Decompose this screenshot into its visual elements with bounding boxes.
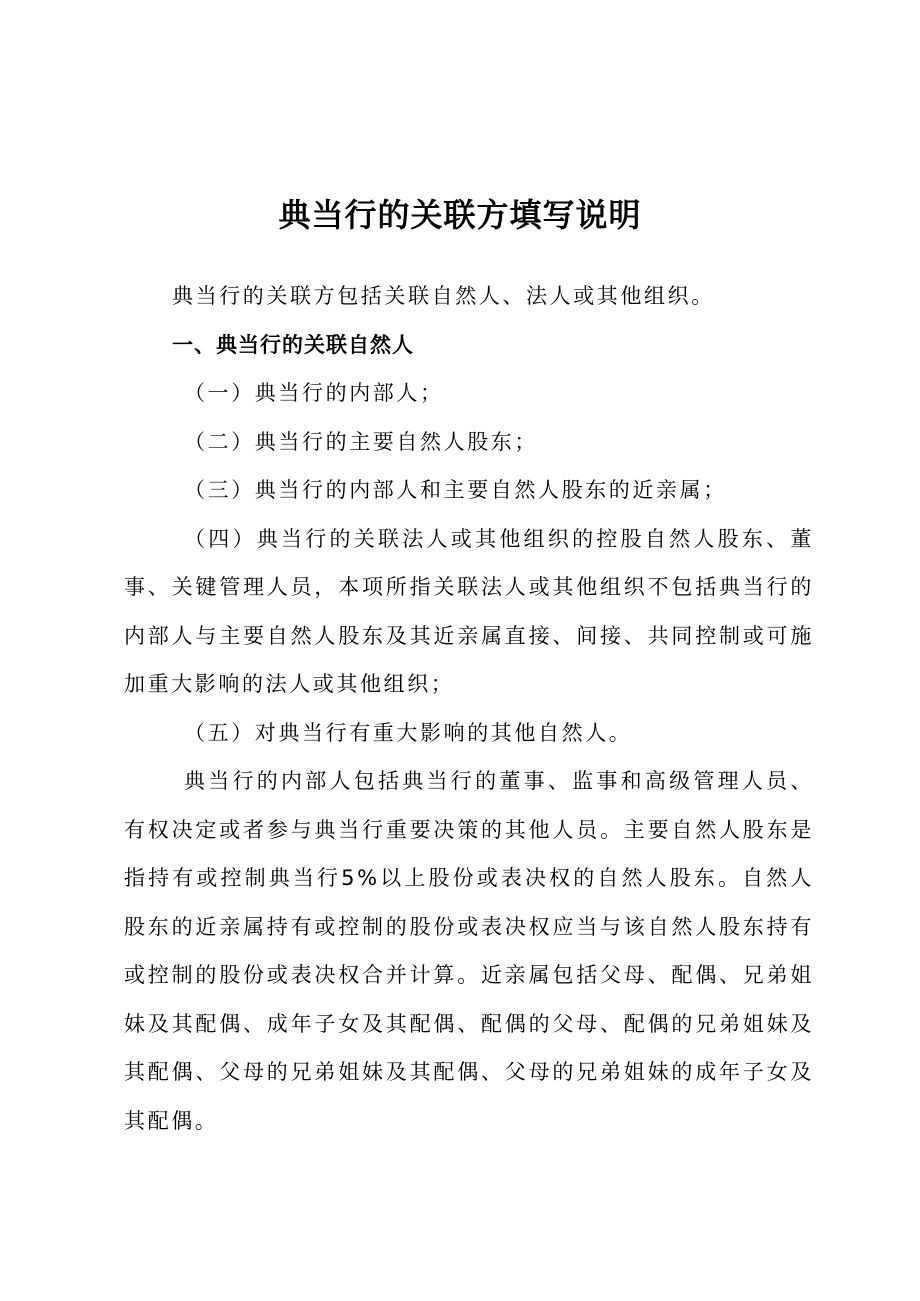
list-item-2: （二）典当行的主要自然人股东；	[184, 429, 538, 454]
list-item-5: （五）对典当行有重大影响的其他自然人。	[184, 720, 633, 745]
list-item-4: （四）典当行的关联法人或其他组织的控股自然人股东、董事、关键管理人员，本项所指关联法人或其他组织不包括典当行的内部人与主要自然人股东及其近亲属直接、间接、共同控制或可施加重大影响的法人或其他组织；	[124, 526, 814, 696]
explanation-paragraph: 典当行的内部人包括典当行的董事、监事和高级管理人员、有权决定或者参与典当行重要决策的其他人员。主要自然人股东是指持有或控制典当行5%以上股份或表决权的自然人股东。自然人股东的近亲属持有或控制的股份或表决权应当与该自然人股东持有或控制的股份或表决权合并计算。近亲属包括父母、配偶、兄弟姐妹及其配偶、成年子女及其配偶、配偶的父母、配偶的兄弟姐妹及其配偶、父母的兄弟姐妹及其配偶、父母的兄弟姐妹的成年子女及其配偶。	[124, 769, 814, 1133]
page-title: 典当行的关联方填写说明	[278, 196, 642, 235]
intro-paragraph: 典当行的关联方包括关联自然人、法人或其他组织。	[172, 284, 715, 308]
list-item-1: （一）典当行的内部人；	[184, 381, 444, 405]
list-item-3: （三）典当行的内部人和主要自然人股东的近亲属；	[184, 478, 727, 502]
section-heading: 一、典当行的关联自然人	[172, 332, 414, 357]
document-body	[124, 272, 814, 1145]
